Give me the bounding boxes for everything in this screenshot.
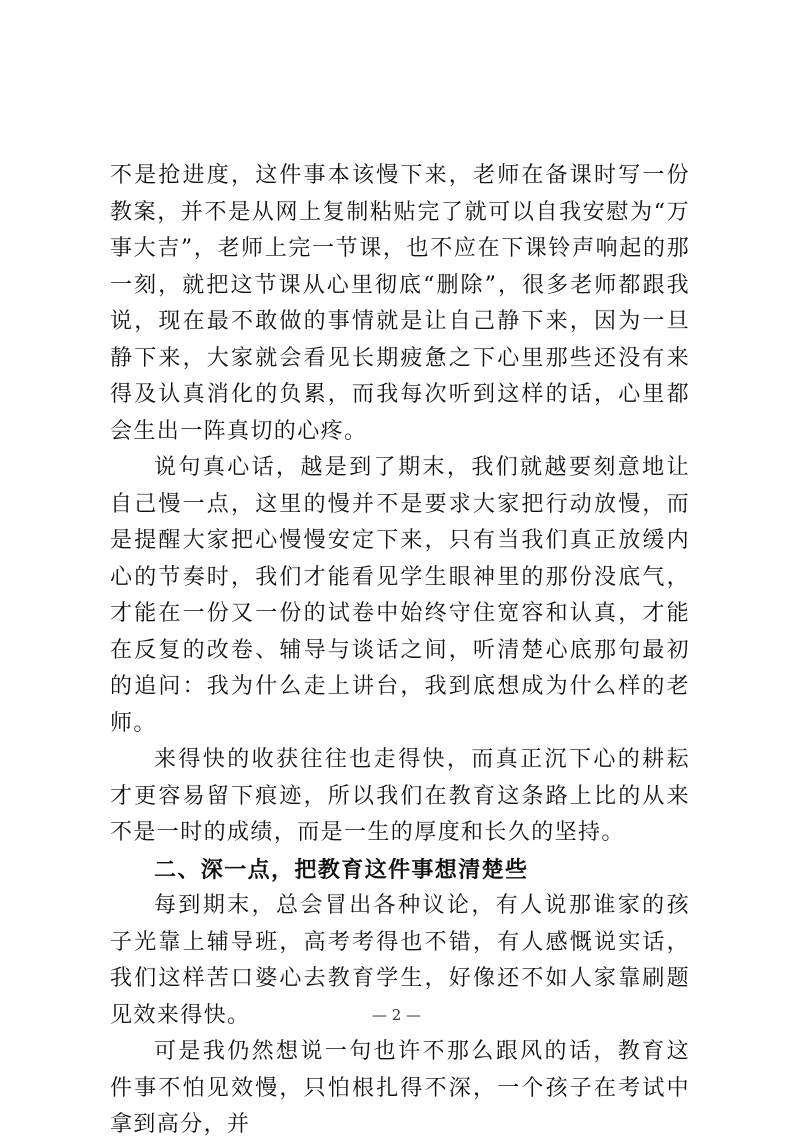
page-number: — 2 —: [371, 1006, 422, 1024]
paragraph-discussion: 每到期末，总会冒出各种议论，有人说那谁家的孩子光靠上辅导班，高考考得也不错，有人感慨说实话，我们这样苦口婆心去教育学生，好像还不如人家靠刷题见效来得快。: [110, 893, 690, 1028]
section-heading: 二、深一点，把教育这件事想清楚些: [154, 856, 529, 883]
document-body: [110, 158, 690, 1144]
paragraph-education-roots: 可是我仍然想说一句也许不那么跟风的话，教育这件事不怕见效慢，只怕根扎得不深，一个孩子在考试中拿到高分，并: [110, 1039, 690, 1137]
paragraph-continued: 不是抢进度，这件事本该慢下来，老师在备课时写一份教案，并不是从网上复制粘贴完了就可以自我安慰为“万事大吉”，老师上完一节课，也不应在下课铃声响起的那一刻，就把这节课从心里彻底“删除”，很多老师都跟我说，现在最不敢做的事情就是让自己静下来，因为一旦静下来，大家就会看见长期疲惫之下心里那些还没有来得及认真消化的负累，而我每次听到这样的话，心里都会生出一阵真切的心疼。: [110, 163, 690, 444]
paragraph-slow-down: 说句真心话，越是到了期末，我们就越要刻意地让自己慢一点，这里的慢并不是要求大家把行动放慢，而是提醒大家把心慢慢安定下来，只有当我们真正放缓内心的节奏时，我们才能看见学生眼神里的那份没底气，才能在一份又一份的试卷中始终守住宽容和认真，才能在反复的改卷、辅导与谈话之间，听清楚心底那句最初的追问：我为什么走上讲台，我到底想成为什么样的老师。: [110, 455, 690, 736]
paragraph-harvest: 来得快的收获往往也走得快，而真正沉下心的耕耘才更容易留下痕迹，所以我们在教育这条路上比的从来不是一时的成绩，而是一生的厚度和长久的坚持。: [110, 747, 690, 845]
